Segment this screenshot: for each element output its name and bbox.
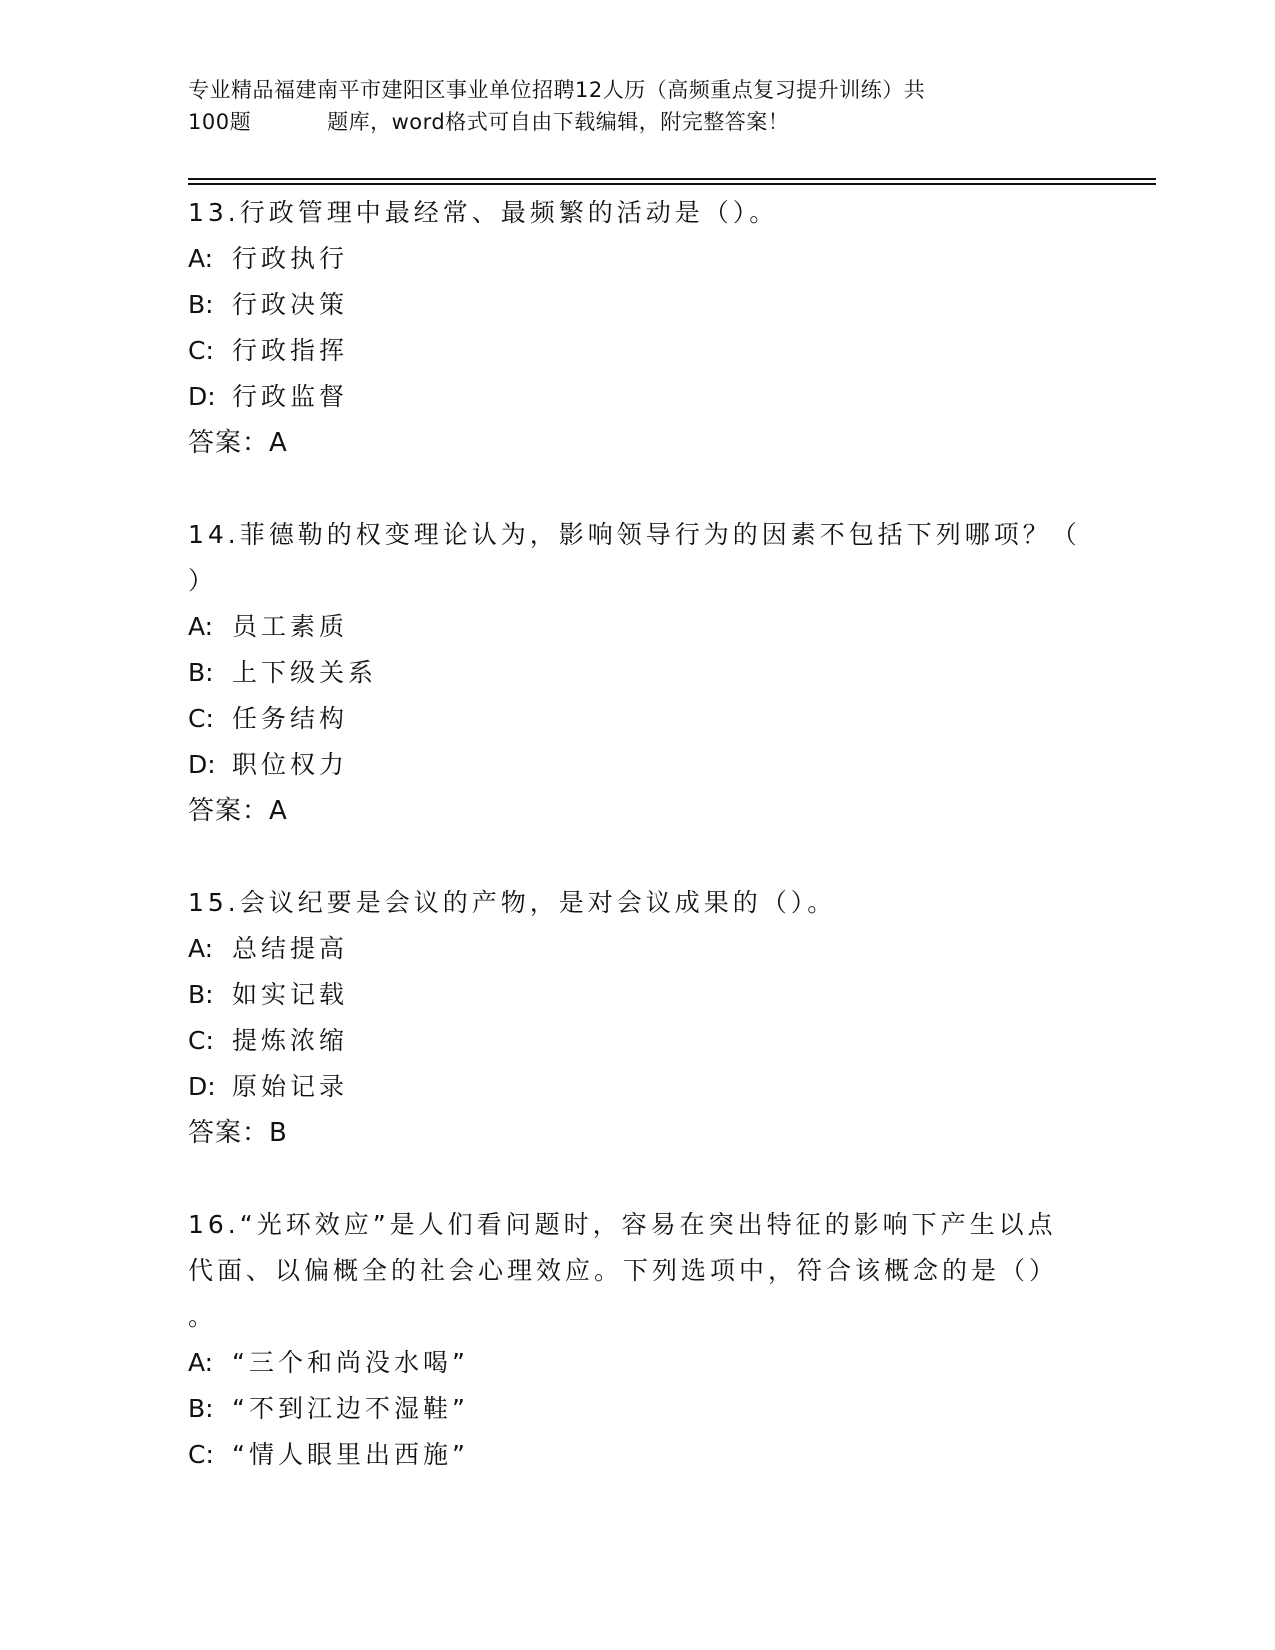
option-letter: C: [188,1026,214,1055]
option-text: 行政监督 [232,382,349,411]
answer-text: 答案：A [188,796,288,826]
option-letter: C: [188,704,214,733]
option-b [188,282,1088,328]
option-text: “不到江边不湿鞋” [232,1394,469,1423]
option-text: 总结提高 [232,934,349,963]
question-stem: 16.“光环效应”是人们看问题时，容易在突出特征的影响下产生以点 [188,1210,1057,1239]
header-line-1: 专业精品福建南平市建阳区事业单位招聘12人历（高频重点复习提升训练）共 [188,78,926,102]
header-description: 题库，word格式可自由下载编辑，附完整答案！ [327,110,790,134]
option-a [188,236,1088,282]
option-letter: A: [188,612,214,641]
option-letter: D: [188,750,216,779]
question-stem: 15.会议纪要是会议的产物，是对会议成果的（）。 [188,888,837,917]
option-d [188,742,1088,788]
answer-text: 答案：A [188,428,288,458]
question-list [188,190,1088,1524]
option-c [188,696,1088,742]
question-item [188,512,1088,834]
option-text: 行政指挥 [232,336,349,365]
question-stem-continued: 代面、以偏概全的社会心理效应。下列选项中，符合该概念的是（） [188,1256,1059,1285]
option-text: 如实记载 [232,980,349,1009]
option-b [188,972,1088,1018]
option-text: 任务结构 [232,704,349,733]
option-text: 行政执行 [232,244,349,273]
option-a [188,1340,1088,1386]
option-b [188,650,1088,696]
option-text: 原始记录 [232,1072,349,1101]
option-c [188,328,1088,374]
option-letter: D: [188,382,216,411]
option-letter: A: [188,1348,214,1377]
option-text: 提炼浓缩 [232,1026,349,1055]
option-d [188,1064,1088,1110]
option-letter: B: [188,290,214,319]
option-c [188,1018,1088,1064]
question-stem: 13.行政管理中最经常、最频繁的活动是（）。 [188,198,779,227]
option-letter: B: [188,1394,214,1423]
option-letter: C: [188,1440,214,1469]
option-text: 员工素质 [232,612,349,641]
question-stem: 14.菲德勒的权变理论认为，影响领导行为的因素不包括下列哪项？（ [188,520,1081,549]
option-a [188,926,1088,972]
option-letter: B: [188,658,214,687]
question-item [188,190,1088,466]
option-letter: D: [188,1072,216,1101]
option-letter: A: [188,934,214,963]
question-item [188,1202,1088,1478]
option-d [188,374,1088,420]
option-c [188,1432,1088,1478]
document-header [188,74,1068,138]
question-stem-continued: ） [188,566,218,595]
option-a [188,604,1088,650]
option-letter: B: [188,980,214,1009]
option-text: 行政决策 [232,290,349,319]
option-b [188,1386,1088,1432]
option-text: “情人眼里出西施” [232,1440,469,1469]
header-question-count: 100题 [188,110,252,134]
header-line-2 [188,106,1068,138]
header-divider-bottom [188,183,1156,185]
option-text: “三个和尚没水喝” [232,1348,469,1377]
option-letter: C: [188,336,214,365]
option-text: 职位权力 [232,750,349,779]
option-text: 上下级关系 [232,658,378,687]
question-stem-continued: 。 [188,1302,218,1331]
question-item [188,880,1088,1156]
header-divider-top [188,178,1156,180]
answer-text: 答案：B [188,1118,288,1148]
option-letter: A: [188,244,214,273]
